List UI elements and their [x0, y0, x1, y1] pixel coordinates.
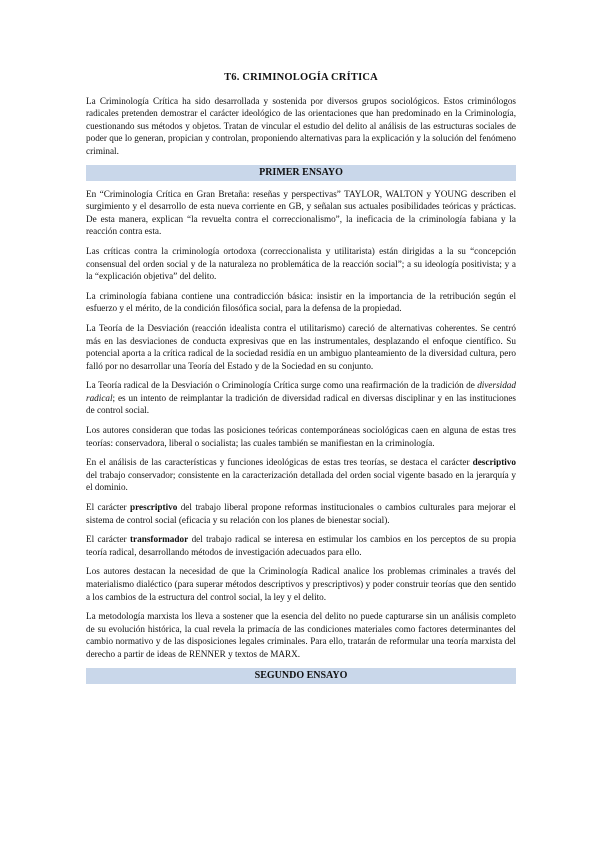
section-heading-segundo-ensayo: SEGUNDO ENSAYO [86, 668, 516, 684]
paragraph-2: Las críticas contra la criminología ortodoxa (correccionalista y utilitarista) están dirigidas a la su “concepción consensual del orden social y de la naturaleza no problemática de la reacción social”; a su ideología positivista; y a la “explicación objetiva” del delito. [86, 245, 516, 282]
paragraph-7 [86, 456, 516, 494]
paragraph-7-bold: descriptivo [472, 457, 516, 468]
paragraph-9-text-c: del trabajo radical se interesa en estimular los cambios en los perceptos de su propia teoría radical, desarrollando métodos de investigación adecuados para ello. [86, 534, 516, 557]
paragraph-9 [86, 533, 516, 558]
document-body [86, 72, 516, 691]
paragraph-11: La metodología marxista los lleva a sostener que la esencia del delito no puede capturarse sin un análisis completo de su evolución histórica, la cual revela la primacía de las condiciones materiales como factores determinantes del cambio normativo y de las disposiciones legales criminales. Para ello, tratarán de reformular una teoría marxista del derecho a partir de ideas de RENNER y textos de MARX. [86, 611, 516, 659]
paragraph-9-text-a: El carácter [86, 534, 130, 545]
section-heading-primer-ensayo: PRIMER ENSAYO [86, 165, 516, 181]
paragraph-8-bold: prescriptivo [130, 502, 178, 513]
paragraph-5-emphasis: diversidad radical [86, 380, 516, 403]
paragraph-9-bold: transformador [130, 534, 189, 545]
paragraph-3: La criminología fabiana contiene una contradicción básica: insistir en la importancia de la retribución según el esfuerzo y el mérito, de la condición filosófica social, para la defensa de la propiedad. [86, 290, 516, 314]
page-title: T6. CRIMINOLOGÍA CRÍTICA [224, 72, 378, 83]
paragraph-5-text-b: ; es un intento de reimplantar la tradición de diversidad radical en diversas disciplinar y en las instituciones de control social. [86, 392, 516, 416]
paragraph-8-text-a: El carácter [86, 502, 131, 513]
paragraph-6: Los autores consideran que todas las posiciones teóricas contemporáneas sociológicas caen en alguna de estas tres teorías: conservadora, liberal o socialista; las cuales también se manifiestan en la criminología. [86, 425, 516, 448]
paragraph-8-text-c: del trabajo liberal propone reformas institucionales o cambios culturales para mejorar el sistema de control social (eficacia y su relación con los planes de bienestar social). [86, 502, 516, 525]
paragraph-5-text-a: La Teoría radical de la Desviación o Criminología Crítica surge como una reafirmación de la tradición de [86, 380, 478, 391]
paragraph-1: En “Criminología Crítica en Gran Bretaña: reseñas y perspectivas” TAYLOR, WALTON y YOUNG describen el surgimiento y el desarrollo de esta nueva corriente en GB, y señalan sus actuales posibilidades teóricas y prácticas. De esta manera, explican “la revuelta contra el correccionalismo”, la ineficacia de la criminología fabiana y la reacción contra esta. [86, 188, 516, 237]
paragraph-5 [86, 379, 516, 417]
paragraph-7-text-c: del trabajo conservador; consistente en la caracterización detallada del orden social vigente basado en la jerarquía y el dominio. [86, 469, 516, 493]
paragraph-10: Los autores destacan la necesidad de que la Criminología Radical analice los problemas criminales a través del materialismo dialéctico (para superar métodos descriptivos y prescriptivos) y poder construir teorías que den sentido a los cambios de la estructura del control social, la ley y el delito. [86, 566, 516, 602]
paragraph-7-text-a: En el análisis de las características y funciones ideológicas de estas tres teorías, se destaca el carácter [86, 457, 473, 468]
intro-paragraph: La Criminología Crítica ha sido desarrollada y sostenida por diversos grupos sociológicos. Estos criminólogos radicales pretenden demostrar el carácter ideológico de las orientaciones que han predominado en la Criminología, cuestionando sus métodos y objetos. Tratan de vincular el estudio del delito al análisis de las estructuras sociales de poder que lo generan, propician y controlan, proponiendo alternativas para la explicación y la solución del fenómeno criminal. [86, 95, 516, 156]
paragraph-4: La Teoría de la Desviación (reacción idealista contra el utilitarismo) careció de alternativas coherentes. Se centró más en las desviaciones de conducta expresivas que en las instrumentales, desplazando el enfoque científico. Su potencial aporta a la crítica radical de la sociedad residía en un ambiguo planteamiento de la diversidad cultura, pero falló por no desarrollar una Teoría del Estado y de la Sociedad en su conjunto. [86, 322, 516, 371]
paragraph-8 [86, 501, 516, 526]
